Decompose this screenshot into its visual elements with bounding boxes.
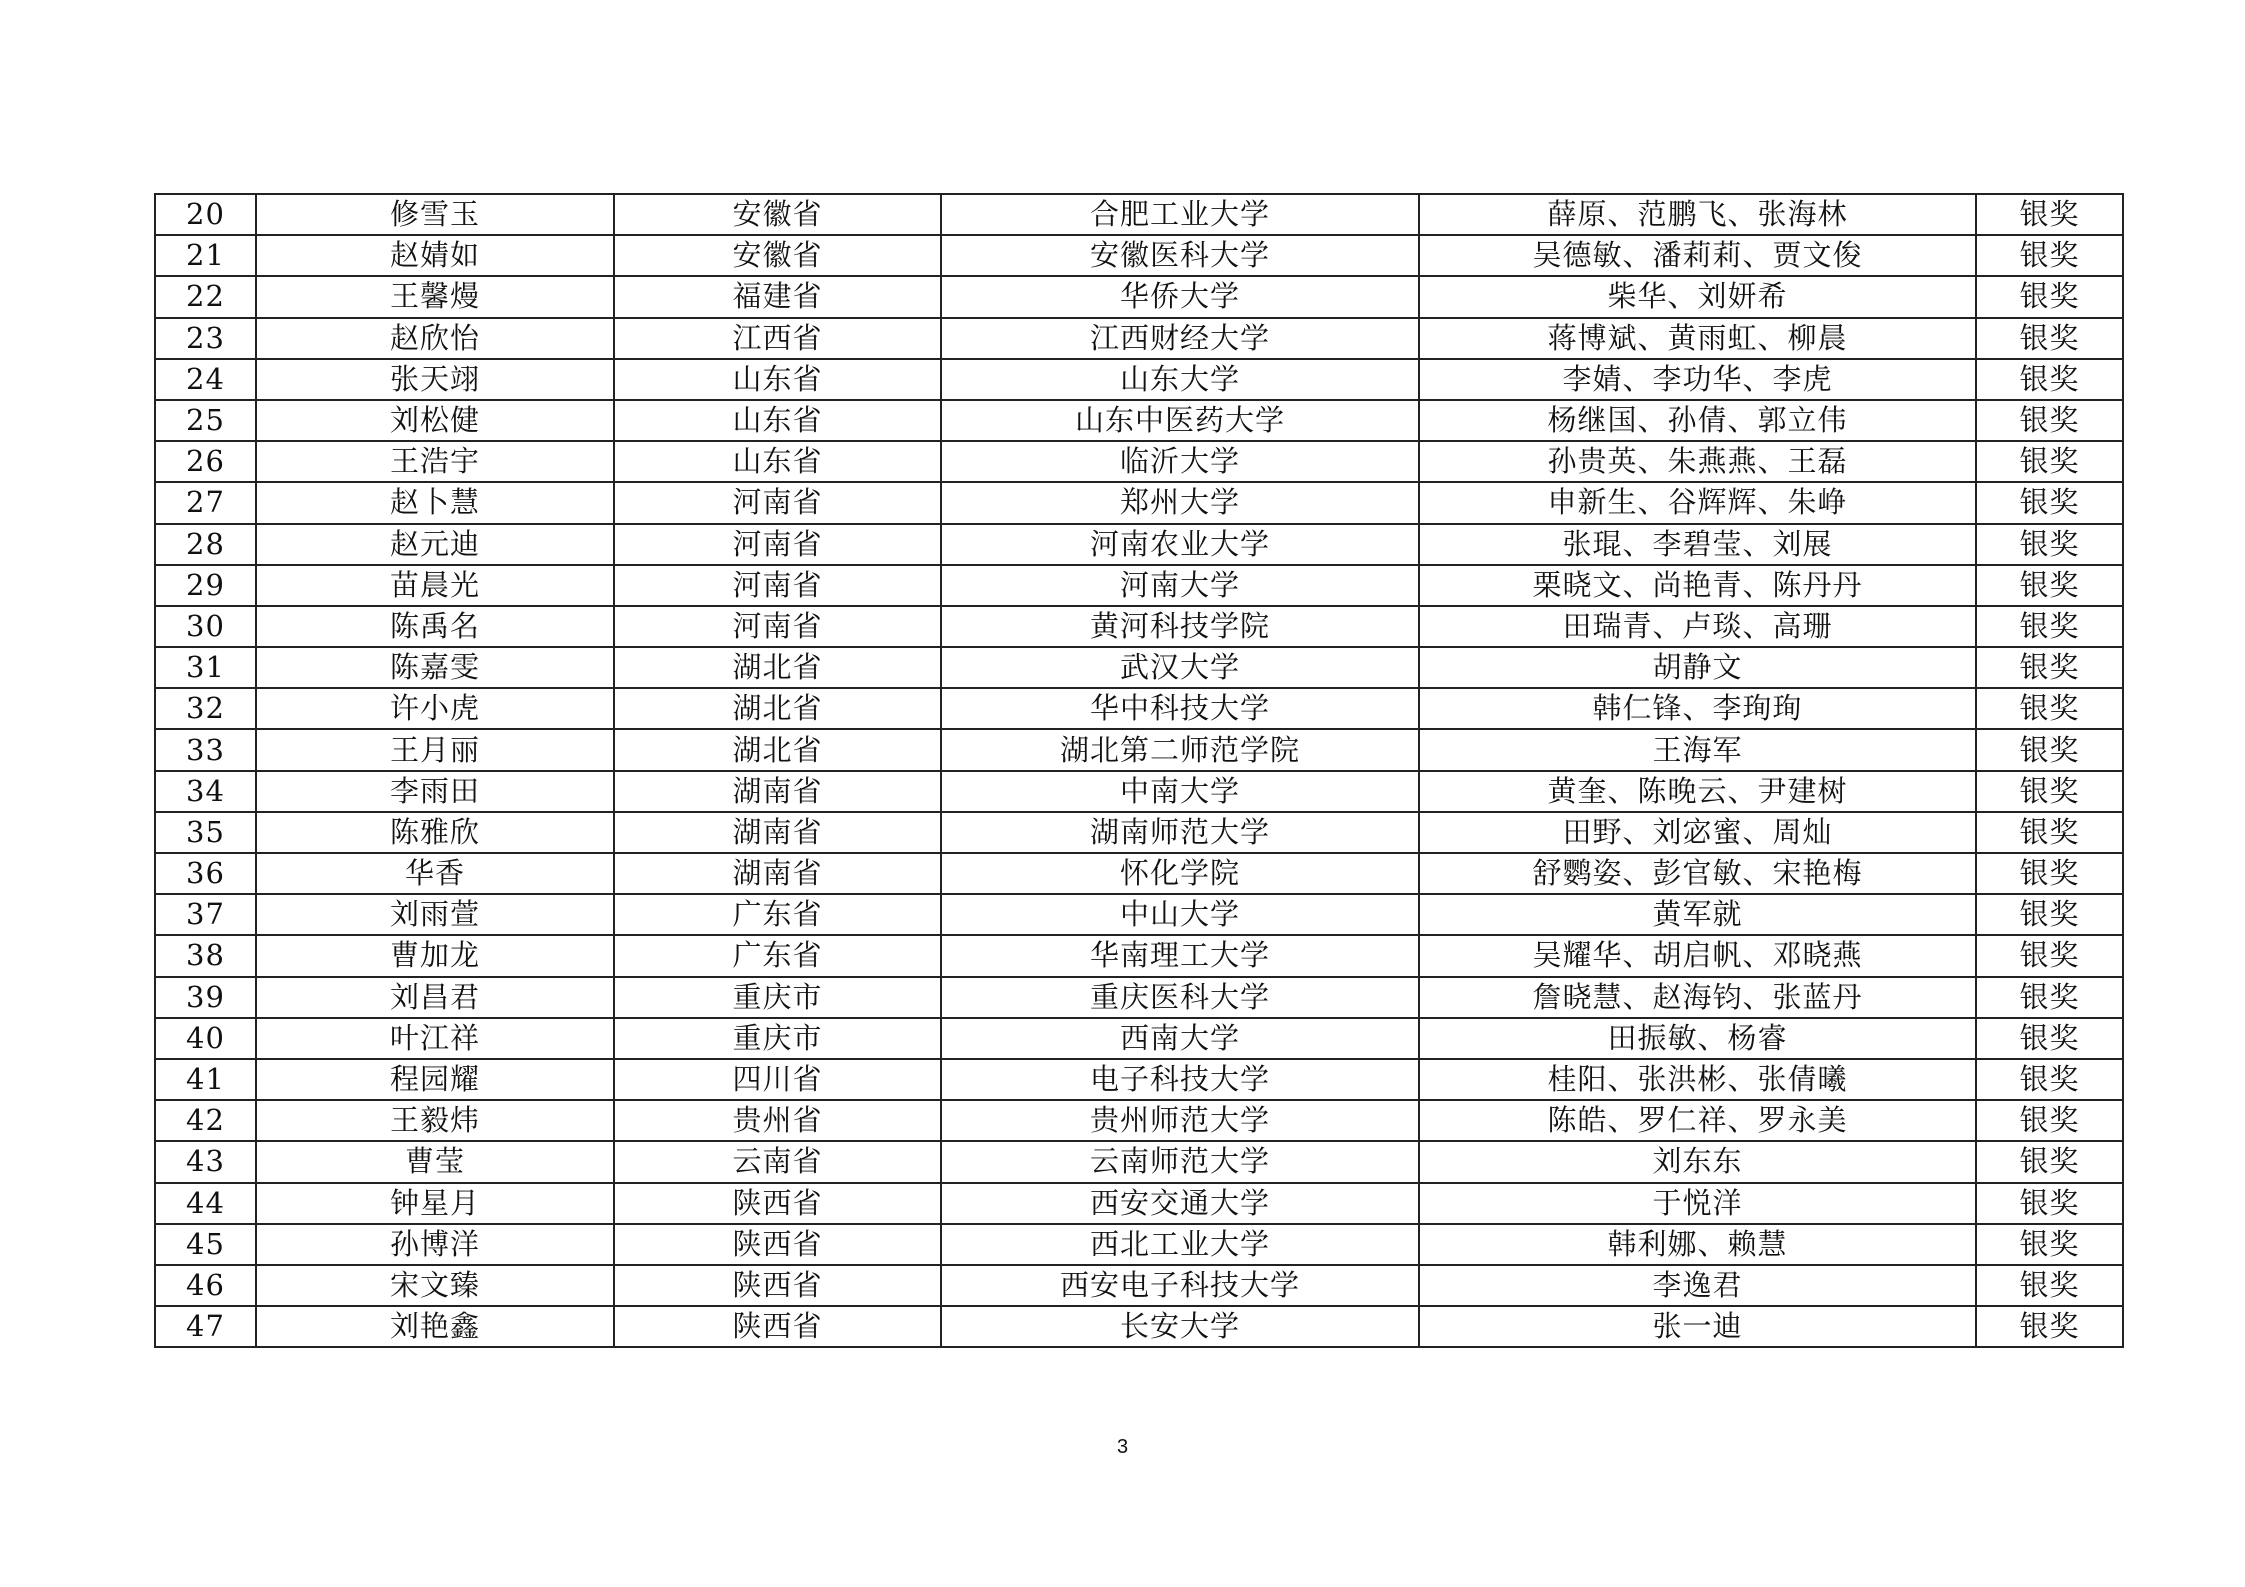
award-level-cell: 银奖 <box>1976 318 2123 359</box>
table-row <box>155 1141 2123 1182</box>
province-cell: 山东省 <box>614 400 941 441</box>
table-row <box>155 977 2123 1018</box>
student-name-cell: 刘松健 <box>256 400 614 441</box>
award-level-cell: 银奖 <box>1976 482 2123 523</box>
table-row <box>155 853 2123 894</box>
award-level-cell: 银奖 <box>1976 688 2123 729</box>
advisor-names-cell: 李逸君 <box>1419 1265 1976 1306</box>
row-number-cell: 28 <box>155 524 256 565</box>
province-cell: 安徽省 <box>614 235 941 276</box>
table-row <box>155 812 2123 853</box>
province-cell: 广东省 <box>614 935 941 976</box>
student-name-cell: 华香 <box>256 853 614 894</box>
row-number-cell: 47 <box>155 1306 256 1347</box>
table-row <box>155 276 2123 317</box>
province-cell: 云南省 <box>614 1141 941 1182</box>
award-level-cell: 银奖 <box>1976 1018 2123 1059</box>
row-number-cell: 34 <box>155 771 256 812</box>
student-name-cell: 叶江祥 <box>256 1018 614 1059</box>
school-name-cell: 山东大学 <box>941 359 1419 400</box>
award-level-cell: 银奖 <box>1976 276 2123 317</box>
school-name-cell: 江西财经大学 <box>941 318 1419 359</box>
table-row <box>155 441 2123 482</box>
row-number-cell: 42 <box>155 1100 256 1141</box>
advisor-names-cell: 薛原、范鹏飞、张海林 <box>1419 194 1976 235</box>
student-name-cell: 程园耀 <box>256 1059 614 1100</box>
student-name-cell: 赵婧如 <box>256 235 614 276</box>
school-name-cell: 合肥工业大学 <box>941 194 1419 235</box>
province-cell: 湖北省 <box>614 647 941 688</box>
school-name-cell: 武汉大学 <box>941 647 1419 688</box>
award-level-cell: 银奖 <box>1976 524 2123 565</box>
table-row <box>155 565 2123 606</box>
row-number-cell: 27 <box>155 482 256 523</box>
school-name-cell: 西安交通大学 <box>941 1183 1419 1224</box>
student-name-cell: 修雪玉 <box>256 194 614 235</box>
advisor-names-cell: 田振敏、杨睿 <box>1419 1018 1976 1059</box>
award-level-cell: 银奖 <box>1976 853 2123 894</box>
award-level-cell: 银奖 <box>1976 606 2123 647</box>
advisor-names-cell: 吴德敏、潘莉莉、贾文俊 <box>1419 235 1976 276</box>
province-cell: 安徽省 <box>614 194 941 235</box>
province-cell: 陕西省 <box>614 1183 941 1224</box>
school-name-cell: 中南大学 <box>941 771 1419 812</box>
student-name-cell: 刘昌君 <box>256 977 614 1018</box>
school-name-cell: 湖北第二师范学院 <box>941 729 1419 770</box>
advisor-names-cell: 蒋博斌、黄雨虹、柳晨 <box>1419 318 1976 359</box>
province-cell: 山东省 <box>614 441 941 482</box>
award-level-cell: 银奖 <box>1976 894 2123 935</box>
school-name-cell: 电子科技大学 <box>941 1059 1419 1100</box>
row-number-cell: 45 <box>155 1224 256 1265</box>
advisor-names-cell: 申新生、谷辉辉、朱峥 <box>1419 482 1976 523</box>
advisor-names-cell: 桂阳、张洪彬、张倩曦 <box>1419 1059 1976 1100</box>
row-number-cell: 29 <box>155 565 256 606</box>
school-name-cell: 重庆医科大学 <box>941 977 1419 1018</box>
province-cell: 湖南省 <box>614 812 941 853</box>
table-row <box>155 1018 2123 1059</box>
province-cell: 河南省 <box>614 606 941 647</box>
province-cell: 贵州省 <box>614 1100 941 1141</box>
student-name-cell: 赵欣怡 <box>256 318 614 359</box>
row-number-cell: 25 <box>155 400 256 441</box>
award-level-cell: 银奖 <box>1976 812 2123 853</box>
student-name-cell: 曹加龙 <box>256 935 614 976</box>
province-cell: 重庆市 <box>614 977 941 1018</box>
table-row <box>155 688 2123 729</box>
advisor-names-cell: 柴华、刘妍希 <box>1419 276 1976 317</box>
student-name-cell: 王毅炜 <box>256 1100 614 1141</box>
province-cell: 湖北省 <box>614 688 941 729</box>
advisor-names-cell: 王海军 <box>1419 729 1976 770</box>
student-name-cell: 李雨田 <box>256 771 614 812</box>
row-number-cell: 20 <box>155 194 256 235</box>
table-row <box>155 935 2123 976</box>
award-level-cell: 银奖 <box>1976 935 2123 976</box>
school-name-cell: 华中科技大学 <box>941 688 1419 729</box>
student-name-cell: 王馨熳 <box>256 276 614 317</box>
student-name-cell: 赵元迪 <box>256 524 614 565</box>
row-number-cell: 33 <box>155 729 256 770</box>
school-name-cell: 贵州师范大学 <box>941 1100 1419 1141</box>
student-name-cell: 孙博洋 <box>256 1224 614 1265</box>
student-name-cell: 宋文臻 <box>256 1265 614 1306</box>
award-level-cell: 银奖 <box>1976 194 2123 235</box>
table-row <box>155 1183 2123 1224</box>
province-cell: 河南省 <box>614 565 941 606</box>
award-table-body <box>155 194 2123 1347</box>
award-level-cell: 银奖 <box>1976 400 2123 441</box>
advisor-names-cell: 舒鹦姿、彭官敏、宋艳梅 <box>1419 853 1976 894</box>
row-number-cell: 21 <box>155 235 256 276</box>
row-number-cell: 44 <box>155 1183 256 1224</box>
row-number-cell: 35 <box>155 812 256 853</box>
advisor-names-cell: 刘东东 <box>1419 1141 1976 1182</box>
school-name-cell: 长安大学 <box>941 1306 1419 1347</box>
award-level-cell: 银奖 <box>1976 977 2123 1018</box>
table-row <box>155 894 2123 935</box>
award-level-cell: 银奖 <box>1976 235 2123 276</box>
award-level-cell: 银奖 <box>1976 1306 2123 1347</box>
row-number-cell: 38 <box>155 935 256 976</box>
table-row <box>155 647 2123 688</box>
table-row <box>155 359 2123 400</box>
table-row <box>155 606 2123 647</box>
table-row <box>155 1306 2123 1347</box>
student-name-cell: 王浩宇 <box>256 441 614 482</box>
award-level-cell: 银奖 <box>1976 359 2123 400</box>
school-name-cell: 山东中医药大学 <box>941 400 1419 441</box>
school-name-cell: 西南大学 <box>941 1018 1419 1059</box>
province-cell: 广东省 <box>614 894 941 935</box>
advisor-names-cell: 陈皓、罗仁祥、罗永美 <box>1419 1100 1976 1141</box>
table-row <box>155 771 2123 812</box>
advisor-names-cell: 吴耀华、胡启帆、邓晓燕 <box>1419 935 1976 976</box>
table-row <box>155 235 2123 276</box>
school-name-cell: 中山大学 <box>941 894 1419 935</box>
student-name-cell: 刘雨萱 <box>256 894 614 935</box>
province-cell: 陕西省 <box>614 1306 941 1347</box>
row-number-cell: 46 <box>155 1265 256 1306</box>
advisor-names-cell: 于悦洋 <box>1419 1183 1976 1224</box>
school-name-cell: 西安电子科技大学 <box>941 1265 1419 1306</box>
advisor-names-cell: 张一迪 <box>1419 1306 1976 1347</box>
province-cell: 重庆市 <box>614 1018 941 1059</box>
advisor-names-cell: 李婧、李功华、李虎 <box>1419 359 1976 400</box>
table-row <box>155 318 2123 359</box>
student-name-cell: 刘艳鑫 <box>256 1306 614 1347</box>
advisor-names-cell: 胡静文 <box>1419 647 1976 688</box>
advisor-names-cell: 田野、刘宓蜜、周灿 <box>1419 812 1976 853</box>
school-name-cell: 华南理工大学 <box>941 935 1419 976</box>
student-name-cell: 赵卜慧 <box>256 482 614 523</box>
student-name-cell: 陈嘉雯 <box>256 647 614 688</box>
province-cell: 陕西省 <box>614 1265 941 1306</box>
page-number: 3 <box>1116 1436 1129 1458</box>
award-level-cell: 银奖 <box>1976 1224 2123 1265</box>
row-number-cell: 43 <box>155 1141 256 1182</box>
student-name-cell: 陈禹名 <box>256 606 614 647</box>
advisor-names-cell: 韩仁锋、李珣珣 <box>1419 688 1976 729</box>
advisor-names-cell: 黄奎、陈晚云、尹建树 <box>1419 771 1976 812</box>
school-name-cell: 西北工业大学 <box>941 1224 1419 1265</box>
table-row <box>155 482 2123 523</box>
advisor-names-cell: 栗晓文、尚艳青、陈丹丹 <box>1419 565 1976 606</box>
award-level-cell: 银奖 <box>1976 1059 2123 1100</box>
award-level-cell: 银奖 <box>1976 729 2123 770</box>
row-number-cell: 30 <box>155 606 256 647</box>
table-row <box>155 1224 2123 1265</box>
table-row <box>155 1265 2123 1306</box>
advisor-names-cell: 孙贵英、朱燕燕、王磊 <box>1419 441 1976 482</box>
row-number-cell: 40 <box>155 1018 256 1059</box>
row-number-cell: 41 <box>155 1059 256 1100</box>
award-level-cell: 银奖 <box>1976 1141 2123 1182</box>
advisor-names-cell: 张琨、李碧莹、刘展 <box>1419 524 1976 565</box>
table-row <box>155 400 2123 441</box>
row-number-cell: 36 <box>155 853 256 894</box>
school-name-cell: 安徽医科大学 <box>941 235 1419 276</box>
advisor-names-cell: 田瑞青、卢琰、高珊 <box>1419 606 1976 647</box>
award-level-cell: 银奖 <box>1976 647 2123 688</box>
row-number-cell: 37 <box>155 894 256 935</box>
award-level-cell: 银奖 <box>1976 771 2123 812</box>
advisor-names-cell: 黄军就 <box>1419 894 1976 935</box>
province-cell: 河南省 <box>614 524 941 565</box>
student-name-cell: 许小虎 <box>256 688 614 729</box>
row-number-cell: 39 <box>155 977 256 1018</box>
award-level-cell: 银奖 <box>1976 441 2123 482</box>
table-row <box>155 729 2123 770</box>
advisor-names-cell: 杨继国、孙倩、郭立伟 <box>1419 400 1976 441</box>
row-number-cell: 22 <box>155 276 256 317</box>
school-name-cell: 河南大学 <box>941 565 1419 606</box>
student-name-cell: 苗晨光 <box>256 565 614 606</box>
row-number-cell: 31 <box>155 647 256 688</box>
province-cell: 湖南省 <box>614 771 941 812</box>
school-name-cell: 郑州大学 <box>941 482 1419 523</box>
school-name-cell: 河南农业大学 <box>941 524 1419 565</box>
table-row <box>155 1100 2123 1141</box>
student-name-cell: 曹莹 <box>256 1141 614 1182</box>
advisor-names-cell: 韩利娜、赖慧 <box>1419 1224 1976 1265</box>
award-table <box>154 193 2124 1348</box>
school-name-cell: 华侨大学 <box>941 276 1419 317</box>
award-level-cell: 银奖 <box>1976 1100 2123 1141</box>
row-number-cell: 24 <box>155 359 256 400</box>
award-level-cell: 银奖 <box>1976 565 2123 606</box>
table-row <box>155 524 2123 565</box>
student-name-cell: 陈雅欣 <box>256 812 614 853</box>
school-name-cell: 怀化学院 <box>941 853 1419 894</box>
school-name-cell: 黄河科技学院 <box>941 606 1419 647</box>
row-number-cell: 23 <box>155 318 256 359</box>
student-name-cell: 王月丽 <box>256 729 614 770</box>
school-name-cell: 临沂大学 <box>941 441 1419 482</box>
table-row <box>155 194 2123 235</box>
school-name-cell: 云南师范大学 <box>941 1141 1419 1182</box>
province-cell: 湖北省 <box>614 729 941 770</box>
province-cell: 福建省 <box>614 276 941 317</box>
student-name-cell: 张天翊 <box>256 359 614 400</box>
table-row <box>155 1059 2123 1100</box>
school-name-cell: 湖南师范大学 <box>941 812 1419 853</box>
award-level-cell: 银奖 <box>1976 1265 2123 1306</box>
province-cell: 山东省 <box>614 359 941 400</box>
student-name-cell: 钟星月 <box>256 1183 614 1224</box>
province-cell: 湖南省 <box>614 853 941 894</box>
province-cell: 四川省 <box>614 1059 941 1100</box>
award-level-cell: 银奖 <box>1976 1183 2123 1224</box>
advisor-names-cell: 詹晓慧、赵海钧、张蓝丹 <box>1419 977 1976 1018</box>
province-cell: 陕西省 <box>614 1224 941 1265</box>
province-cell: 河南省 <box>614 482 941 523</box>
row-number-cell: 32 <box>155 688 256 729</box>
row-number-cell: 26 <box>155 441 256 482</box>
province-cell: 江西省 <box>614 318 941 359</box>
